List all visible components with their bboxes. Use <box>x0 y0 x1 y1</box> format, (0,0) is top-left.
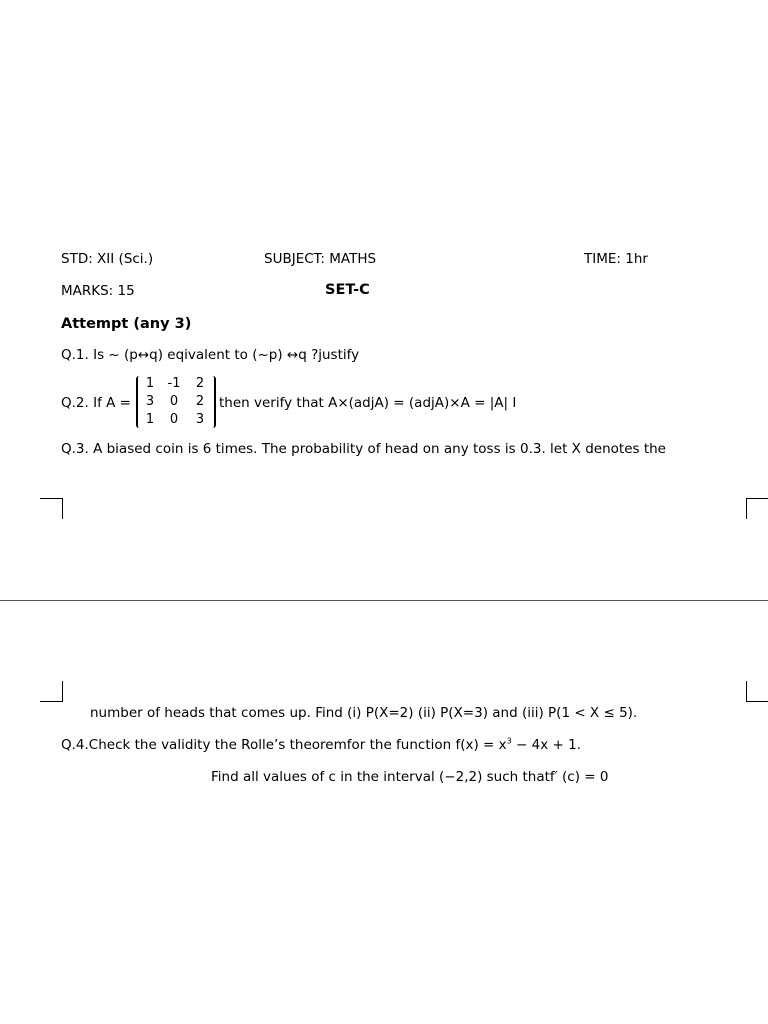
crop-mark-bottom-left <box>40 681 63 702</box>
question-2-prefix: Q.2. If A = <box>61 395 131 411</box>
matrix-a <box>136 376 216 428</box>
matrix-cell: 0 <box>169 394 179 409</box>
matrix-cell: 0 <box>169 412 179 427</box>
set-label: SET-C <box>325 282 370 298</box>
matrix-cell: 1 <box>145 412 155 427</box>
question-4 <box>61 736 581 754</box>
question-3-line-2: number of heads that comes up. Find (i) P(X=2) (ii) P(X=3) and (iii) P(1 < X ≤ 5). <box>90 705 638 721</box>
question-4-prefix: Q.4.Check the validity the Rolle’s theoremfor the function f(x) = x <box>61 737 507 753</box>
crop-mark-top-right <box>746 498 768 519</box>
matrix-cell: 1 <box>145 376 155 391</box>
matrix-cell: 2 <box>195 376 205 391</box>
marks-label: MARKS: 15 <box>61 283 135 299</box>
question-1: Q.1. Is ~ (p↔q) eqivalent to (~p) ↔q ?justify <box>61 347 360 363</box>
exponent: 3 <box>506 736 512 746</box>
instruction-heading: Attempt (any 3) <box>61 316 192 332</box>
subject-label: SUBJECT: MATHS <box>264 251 377 267</box>
question-4-suffix: − 4x + 1. <box>511 737 581 753</box>
question-3-line-1: Q.3. A biased coin is 6 times. The probability of head on any toss is 0.3. let X denotes the <box>61 441 666 457</box>
time-label: TIME: 1hr <box>584 251 648 267</box>
matrix-cell: 3 <box>145 394 155 409</box>
matrix-cell: -1 <box>167 376 181 391</box>
page-divider <box>0 600 768 601</box>
question-4-line-2: Find all values of c in the interval (−2,2) such thatf′ (c) = 0 <box>211 769 609 785</box>
std-label: STD: XII (Sci.) <box>61 251 154 267</box>
crop-mark-bottom-right <box>746 681 768 702</box>
question-2-suffix: then verify that A×(adjA) = (adjA)×A = |A| I <box>219 395 517 411</box>
matrix-cell: 2 <box>195 394 205 409</box>
crop-mark-top-left <box>40 498 63 519</box>
matrix-cell: 3 <box>195 412 205 427</box>
